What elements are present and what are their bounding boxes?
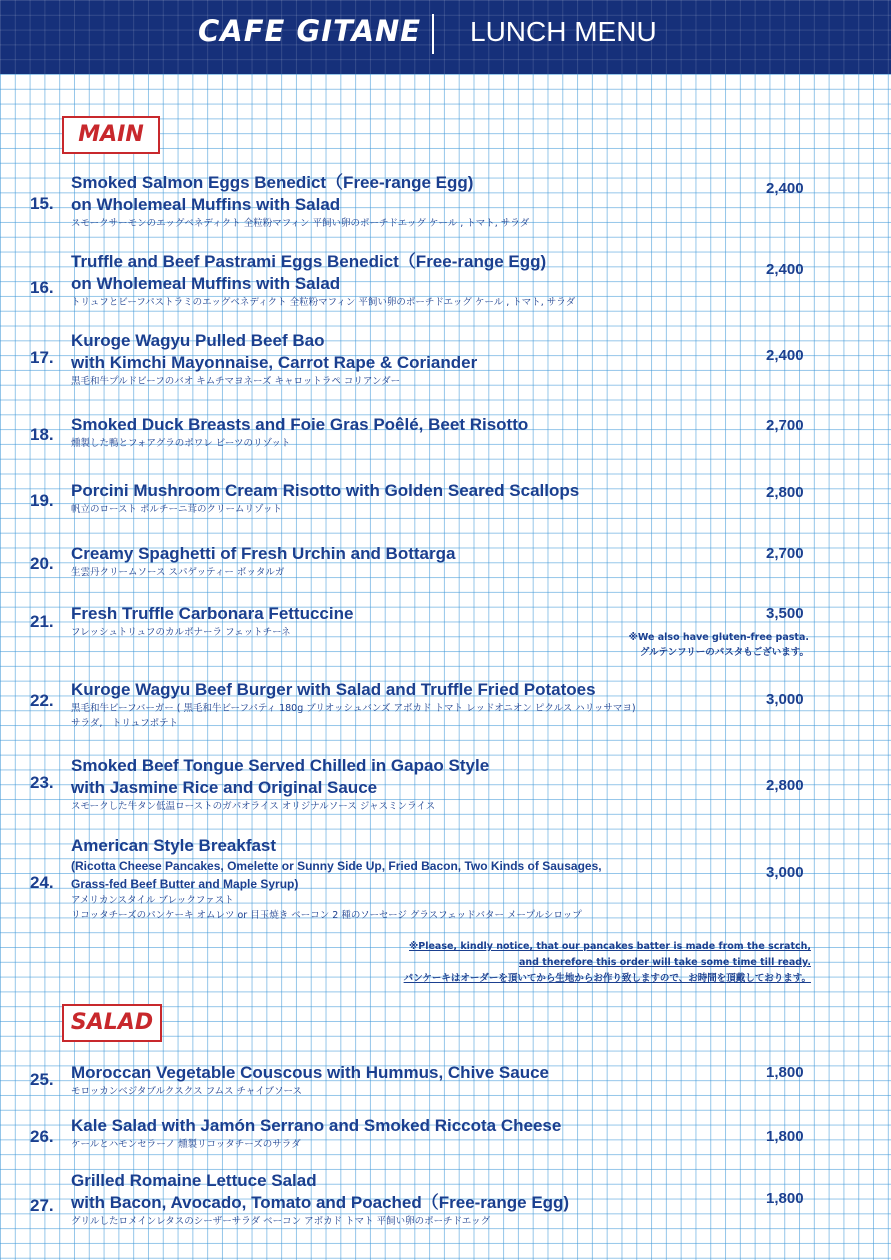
item-price: 1,800	[766, 1064, 804, 1081]
item-number: 26.	[30, 1127, 54, 1146]
item-name-jp: ケールとハモンセラーノ 燻製リコッタチーズのサラダ	[71, 1139, 301, 1150]
gluten-free-note: ※We also have gluten-free pasta. グルテンフリーのパスタもございます。	[628, 632, 809, 658]
item-content	[71, 1062, 751, 1099]
item-name-jp: モロッカンベジタブルクスクス フムス チャイブソース	[71, 1086, 303, 1097]
item-name: Porcini Mushroom Cream Risotto with Golden Seared Scallops	[71, 481, 580, 500]
item-price: 2,700	[766, 417, 804, 434]
item-price: 2,800	[766, 484, 804, 501]
item-name-jp: 黒毛和牛プルドビーフのバオ キムチマヨネーズ キャロットラペ コリアンダー	[71, 376, 401, 387]
item-number: 17.	[30, 348, 54, 367]
item-name: Kuroge Wagyu Pulled Beef Bao with Kimchi Mayonnaise, Carrot Rape & Coriander	[71, 331, 478, 372]
item-content	[71, 835, 751, 923]
item-price: 1,800	[766, 1190, 804, 1207]
item-content	[71, 543, 751, 580]
item-content	[71, 251, 751, 310]
item-price: 3,000	[766, 691, 804, 708]
section-tag-salad: SALAD	[62, 1004, 162, 1042]
item-number: 23.	[30, 773, 54, 792]
item-name: Kuroge Wagyu Beef Burger with Salad and Truffle Fried Potatoes	[71, 680, 596, 699]
item-name: Fresh Truffle Carbonara Fettuccine	[71, 604, 354, 623]
pancake-notice-line: and therefore this order will take some time till ready.	[518, 957, 811, 968]
item-name: American Style Breakfast	[71, 836, 277, 855]
item-number: 24.	[30, 873, 54, 892]
item-number: 21.	[30, 612, 54, 631]
item-name-jp: グリルしたロメインレタスのシーザーサラダ ベーコン アボカド トマト 平飼い卵のポーチドエッグ	[71, 1216, 491, 1227]
item-name-jp: スモークサーモンのエッグベネディクト 全粒粉マフィン 平飼い卵のポーチドエッグ ケール , トマト, サラダ	[71, 218, 530, 229]
menu-title: LUNCH MENU	[470, 16, 657, 47]
item-price: 2,400	[766, 180, 804, 197]
item-name-jp: 燻製した鴨とフォアグラのポワレ ビーツのリゾット	[71, 438, 291, 449]
item-number: 18.	[30, 425, 54, 444]
item-price: 1,800	[766, 1128, 804, 1145]
item-name-jp: スモークした牛タン低温ローストのガパオライス オリジナルソース ジャスミンライス	[71, 801, 436, 812]
item-name-jp: 帆立のロースト ポルチーニ茸のクリームリゾット	[71, 504, 282, 515]
item-price: 3,000	[766, 864, 804, 881]
item-price: 2,800	[766, 777, 804, 794]
item-name: Smoked Beef Tongue Served Chilled in Gapao Style with Jasmine Rice and Original Sauce	[71, 756, 490, 797]
item-name-jp: 黒毛和牛ビーフバーガー ( 黒毛和牛ビーフパティ 180g ブリオッシュバンズ アボカド トマト レッドオニオン ピクルス ハリッサマヨ) サラダ, トリュフポテト	[71, 703, 636, 729]
item-number: 15.	[30, 194, 54, 213]
item-price: 2,700	[766, 545, 804, 562]
item-number: 27.	[30, 1196, 54, 1215]
item-content	[71, 1115, 751, 1152]
item-detail: (Ricotta Cheese Pancakes, Omelette or Sunny Side Up, Fried Bacon, Two Kinds of Sausages, Grass-fed Beef Butter and Maple Syrup)	[71, 859, 602, 891]
item-content	[71, 755, 751, 814]
item-number: 22.	[30, 691, 54, 710]
item-number: 16.	[30, 278, 54, 297]
pancake-notice-line: ※Please, kindly notice, that our pancakes batter is made from the scratch,	[409, 941, 811, 952]
item-content	[71, 172, 751, 231]
pancake-notice	[404, 939, 811, 987]
item-name: Truffle and Beef Pastrami Eggs Benedict（Free-range Egg) on Wholemeal Muffins with Salad	[71, 252, 547, 293]
item-number: 25.	[30, 1070, 54, 1089]
header-divider	[432, 14, 434, 54]
item-name-jp: 生雲丹クリームソース スパゲッティー ボッタルガ	[71, 567, 285, 578]
item-content	[71, 679, 751, 731]
item-name: Kale Salad with Jamón Serrano and Smoked Riccota Cheese	[71, 1116, 562, 1135]
item-name: Smoked Duck Breasts and Foie Gras Poêlé, Beet Risotto	[71, 415, 529, 434]
item-content	[71, 330, 751, 389]
item-name-jp: トリュフとビーフパストラミのエッグベネディクト 全粒粉マフィン 平飼い卵のポーチドエッグ ケール , トマト, サラダ	[71, 297, 576, 308]
item-name-jp: フレッシュトリュフのカルボナーラ フェットチーネ	[71, 627, 291, 638]
header-bar	[0, 0, 891, 74]
item-price: 2,400	[766, 261, 804, 278]
item-name-jp: アメリカンスタイル ブレックファスト リコッタチーズのパンケーキ オムレツ or 目玉焼き ベーコン 2 種のソーセージ グラスフェッドバター メープルシロップ	[71, 895, 582, 921]
item-name: Smoked Salmon Eggs Benedict（Free-range Egg) on Wholemeal Muffins with Salad	[71, 173, 474, 214]
item-content	[71, 480, 751, 517]
item-content	[71, 414, 751, 451]
item-price: 3,500	[766, 605, 804, 622]
item-number: 20.	[30, 554, 54, 573]
brand-logo: CAFE GITANE	[198, 14, 422, 48]
item-price: 2,400	[766, 347, 804, 364]
item-name: Moroccan Vegetable Couscous with Hummus, Chive Sauce	[71, 1063, 550, 1082]
item-content	[71, 1170, 751, 1229]
item-name: Creamy Spaghetti of Fresh Urchin and Bottarga	[71, 544, 456, 563]
item-number: 19.	[30, 491, 54, 510]
pancake-notice-line: パンケーキはオーダーを頂いてから生地からお作り致しますので、お時間を頂戴しております。	[403, 973, 811, 984]
section-tag-main: MAIN	[62, 116, 160, 154]
item-name: Grilled Romaine Lettuce Salad with Bacon, Avocado, Tomato and Poached（Free-range Egg)	[71, 1171, 570, 1212]
